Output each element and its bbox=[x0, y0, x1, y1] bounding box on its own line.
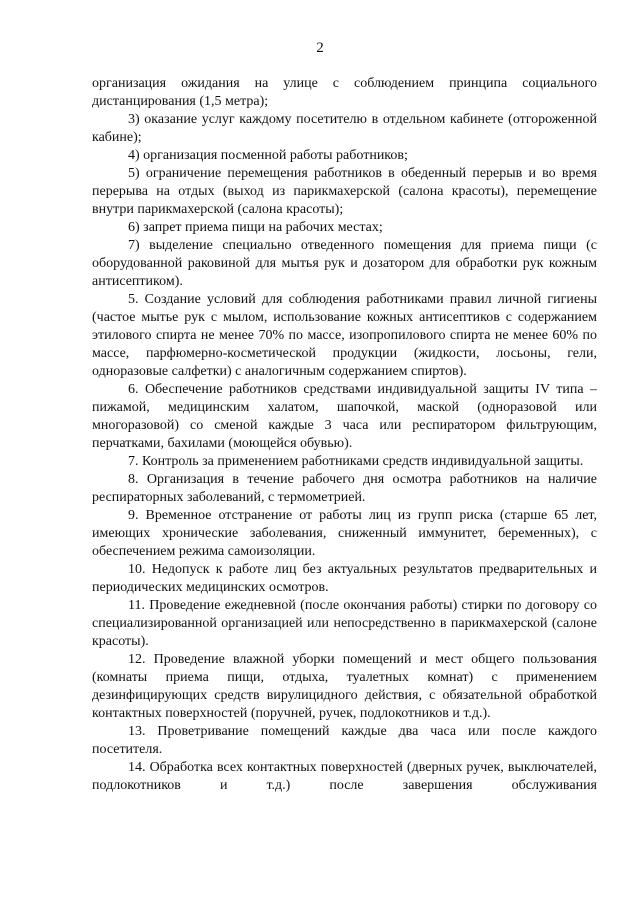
paragraph-item-6-no-eating: 6) запрет приема пищи на рабочих местах; bbox=[128, 220, 383, 235]
paragraph-section-10-medical-exams: 10. Недопуск к работе лиц без актуальных результатов предварительных и периодических медицинских осмотров. bbox=[92, 562, 597, 595]
paragraph-section-8-health-check: 8. Организация в течение рабочего дня осмотра работников на наличие респираторных заболеваний, с термометрией. bbox=[92, 472, 597, 505]
paragraph-item-3-separate-cabin: 3) оказание услуг каждому посетителю в отдельном кабинете (отгороженной кабине); bbox=[92, 112, 597, 145]
paragraph-section-11-laundry: 11. Проведение ежедневной (после окончания работы) стирки по договору со специализированной организацией или непосредственно в парикмахерской (салоне красоты). bbox=[92, 598, 597, 649]
page-number: 2 bbox=[316, 40, 324, 56]
paragraph-section-6-ppe: 6. Обеспечение работников средствами индивидуальной защиты IV типа – пижамой, медицинским халатом, шапочкой, маской (одноразовой или многоразовой) со сменой каждые 3 часа или респиратором фильтрующим, перчатками, бахилами (моющейся обувью). bbox=[92, 382, 597, 451]
paragraph-section-12-wet-cleaning: 12. Проведение влажной уборки помещений и мест общего пользования (комнаты приема пищи, отдыха, туалетных комнат) с применением дезинфицирующих средств вирулицидного действия, с обязательной обработкой контактных поверхностей (поручней, ручек, подлокотников и т.д.). bbox=[92, 652, 597, 721]
paragraph-section-14-surface-treatment: 14. Обработка всех контактных поверхностей (дверных ручек, выключателей, подлокотников и т.д.) после завершения обслуживания bbox=[92, 760, 597, 793]
paragraph-waiting-outside: организация ожидания на улице с соблюдением принципа социального дистанцирования (1,5 метра); bbox=[92, 76, 597, 109]
paragraph-item-4-shift-work: 4) организация посменной работы работников; bbox=[128, 148, 408, 163]
paragraph-item-7-meal-room: 7) выделение специально отведенного помещения для приема пищи (с оборудованной раковиной для мытья рук и дозатором для обработки рук кожным антисептиком). bbox=[92, 238, 597, 289]
paragraph-section-9-risk-groups: 9. Временное отстранение от работы лиц из групп риска (старше 65 лет, имеющих хронические заболевания, сниженный иммунитет, беременных), с обеспечением режима самоизоляции. bbox=[92, 508, 597, 559]
paragraph-section-5-hygiene: 5. Создание условий для соблюдения работниками правил личной гигиены (частое мытье рук с мылом, использование кожных антисептиков с содержанием этилового спирта не менее 70% по массе, изопропилового спирта не менее 60% по массе, парфюмерно-косметической продукции (жидкости, лосьоны, гели, одноразовые салфетки) с аналогичным содержанием спиртов). bbox=[92, 292, 597, 379]
document-body bbox=[92, 75, 597, 795]
paragraph-section-13-ventilation: 13. Проветривание помещений каждые два часа или после каждого посетителя. bbox=[92, 724, 597, 757]
paragraph-item-5-movement-restriction: 5) ограничение перемещения работников в обеденный перерыв и во время перерыва на отдых (выход из парикмахерской (салона красоты), перемещение внутри парикмахерской (салона красоты); bbox=[92, 166, 597, 217]
paragraph-section-7-ppe-control: 7. Контроль за применением работниками средств индивидуальной защиты. bbox=[128, 454, 584, 469]
